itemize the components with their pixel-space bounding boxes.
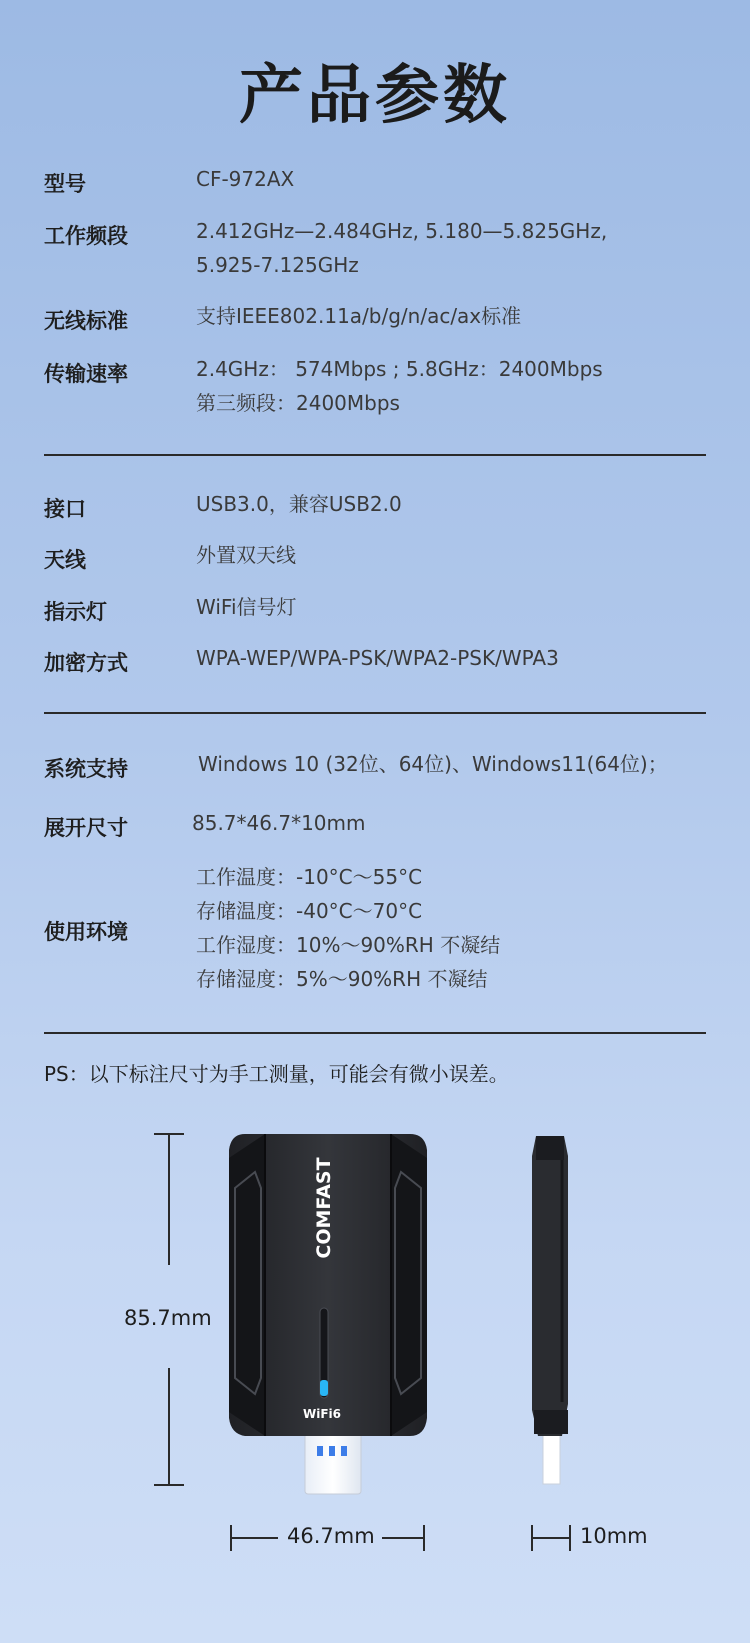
spec-label: 工作频段	[44, 224, 128, 248]
spec-label: 加密方式	[44, 651, 128, 675]
spec-label: 无线标准	[44, 309, 128, 333]
wifi6-badge: WiFi6	[303, 1407, 342, 1421]
spec-label: 指示灯	[44, 600, 107, 624]
spec-value-line: 工作温度：-10°C～55°C	[196, 865, 423, 889]
spec-value-line: Windows 10 (32位、64位)、Windows11(64位)；	[198, 752, 668, 776]
spec-value-line: USB3.0，兼容USB2.0	[196, 492, 402, 516]
adapter-side-view	[530, 1134, 575, 1489]
spec-value	[196, 299, 521, 333]
spec-label: 系统支持	[44, 757, 128, 781]
depth-dimension-line	[531, 1537, 569, 1539]
spec-value-line: 外置双天线	[196, 543, 296, 567]
spec-value-line: 存储温度：-40°C～70°C	[196, 899, 423, 923]
section-divider	[44, 712, 706, 714]
spec-label: 天线	[44, 548, 86, 572]
spec-value	[196, 214, 607, 282]
spec-value	[198, 747, 668, 781]
section-divider	[44, 454, 706, 456]
spec-value-line: 5.925-7.125GHz	[196, 253, 359, 277]
depth-dimension-label: 10mm	[580, 1524, 648, 1548]
adapter-front-view	[225, 1128, 430, 1498]
height-dimension-line-bottom	[168, 1368, 170, 1485]
spec-value-line: 2.412GHz—2.484GHz, 5.180—5.825GHz,	[196, 219, 608, 243]
spec-value	[196, 487, 402, 521]
wifi-indicator-light	[320, 1380, 328, 1396]
spec-value	[196, 162, 294, 196]
spec-label: 型号	[44, 172, 86, 196]
spec-value	[196, 590, 297, 624]
spec-value	[196, 538, 296, 572]
spec-value-line: WiFi信号灯	[196, 595, 297, 619]
spec-label: 传输速率	[44, 362, 128, 386]
width-dimension-line-right	[382, 1537, 424, 1539]
spec-value-line: 2.4GHz： 574Mbps ; 5.8GHz：2400Mbps	[196, 357, 603, 381]
depth-dimension-cap-right	[569, 1525, 571, 1551]
spec-value-line: 支持IEEE802.11a/b/g/n/ac/ax标准	[196, 304, 522, 328]
spec-value-line: 存储湿度：5%～90%RH 不凝结	[196, 967, 488, 991]
spec-value-line: WPA-WEP/WPA-PSK/WPA2-PSK/WPA3	[196, 646, 559, 670]
page-title: 产品参数	[239, 59, 511, 133]
spec-label: 展开尺寸	[44, 816, 128, 840]
height-dimension-cap-bottom	[154, 1484, 184, 1486]
spec-value	[196, 860, 500, 996]
width-dimension-cap-right	[423, 1525, 425, 1551]
spec-value	[196, 352, 603, 420]
spec-value	[196, 641, 559, 675]
spec-value	[192, 806, 365, 840]
spec-label: 接口	[44, 497, 86, 521]
spec-label: 使用环境	[44, 920, 128, 944]
spec-value-line: CF-972AX	[196, 167, 295, 191]
spec-value-line: 工作湿度：10%～90%RH 不凝结	[196, 933, 501, 957]
spec-value-line: 第三频段：2400Mbps	[196, 391, 400, 415]
width-dimension-label: 46.7mm	[287, 1524, 375, 1548]
height-dimension-label: 85.7mm	[124, 1306, 212, 1330]
section-divider	[44, 1032, 706, 1034]
brand-logo: COMFAST	[313, 1157, 335, 1259]
width-dimension-line-left	[230, 1537, 278, 1539]
measurement-note: PS：以下标注尺寸为手工测量，可能会有微小误差。	[44, 1062, 509, 1086]
height-dimension-line-top	[168, 1133, 170, 1265]
spec-value-line: 85.7*46.7*10mm	[192, 811, 366, 835]
